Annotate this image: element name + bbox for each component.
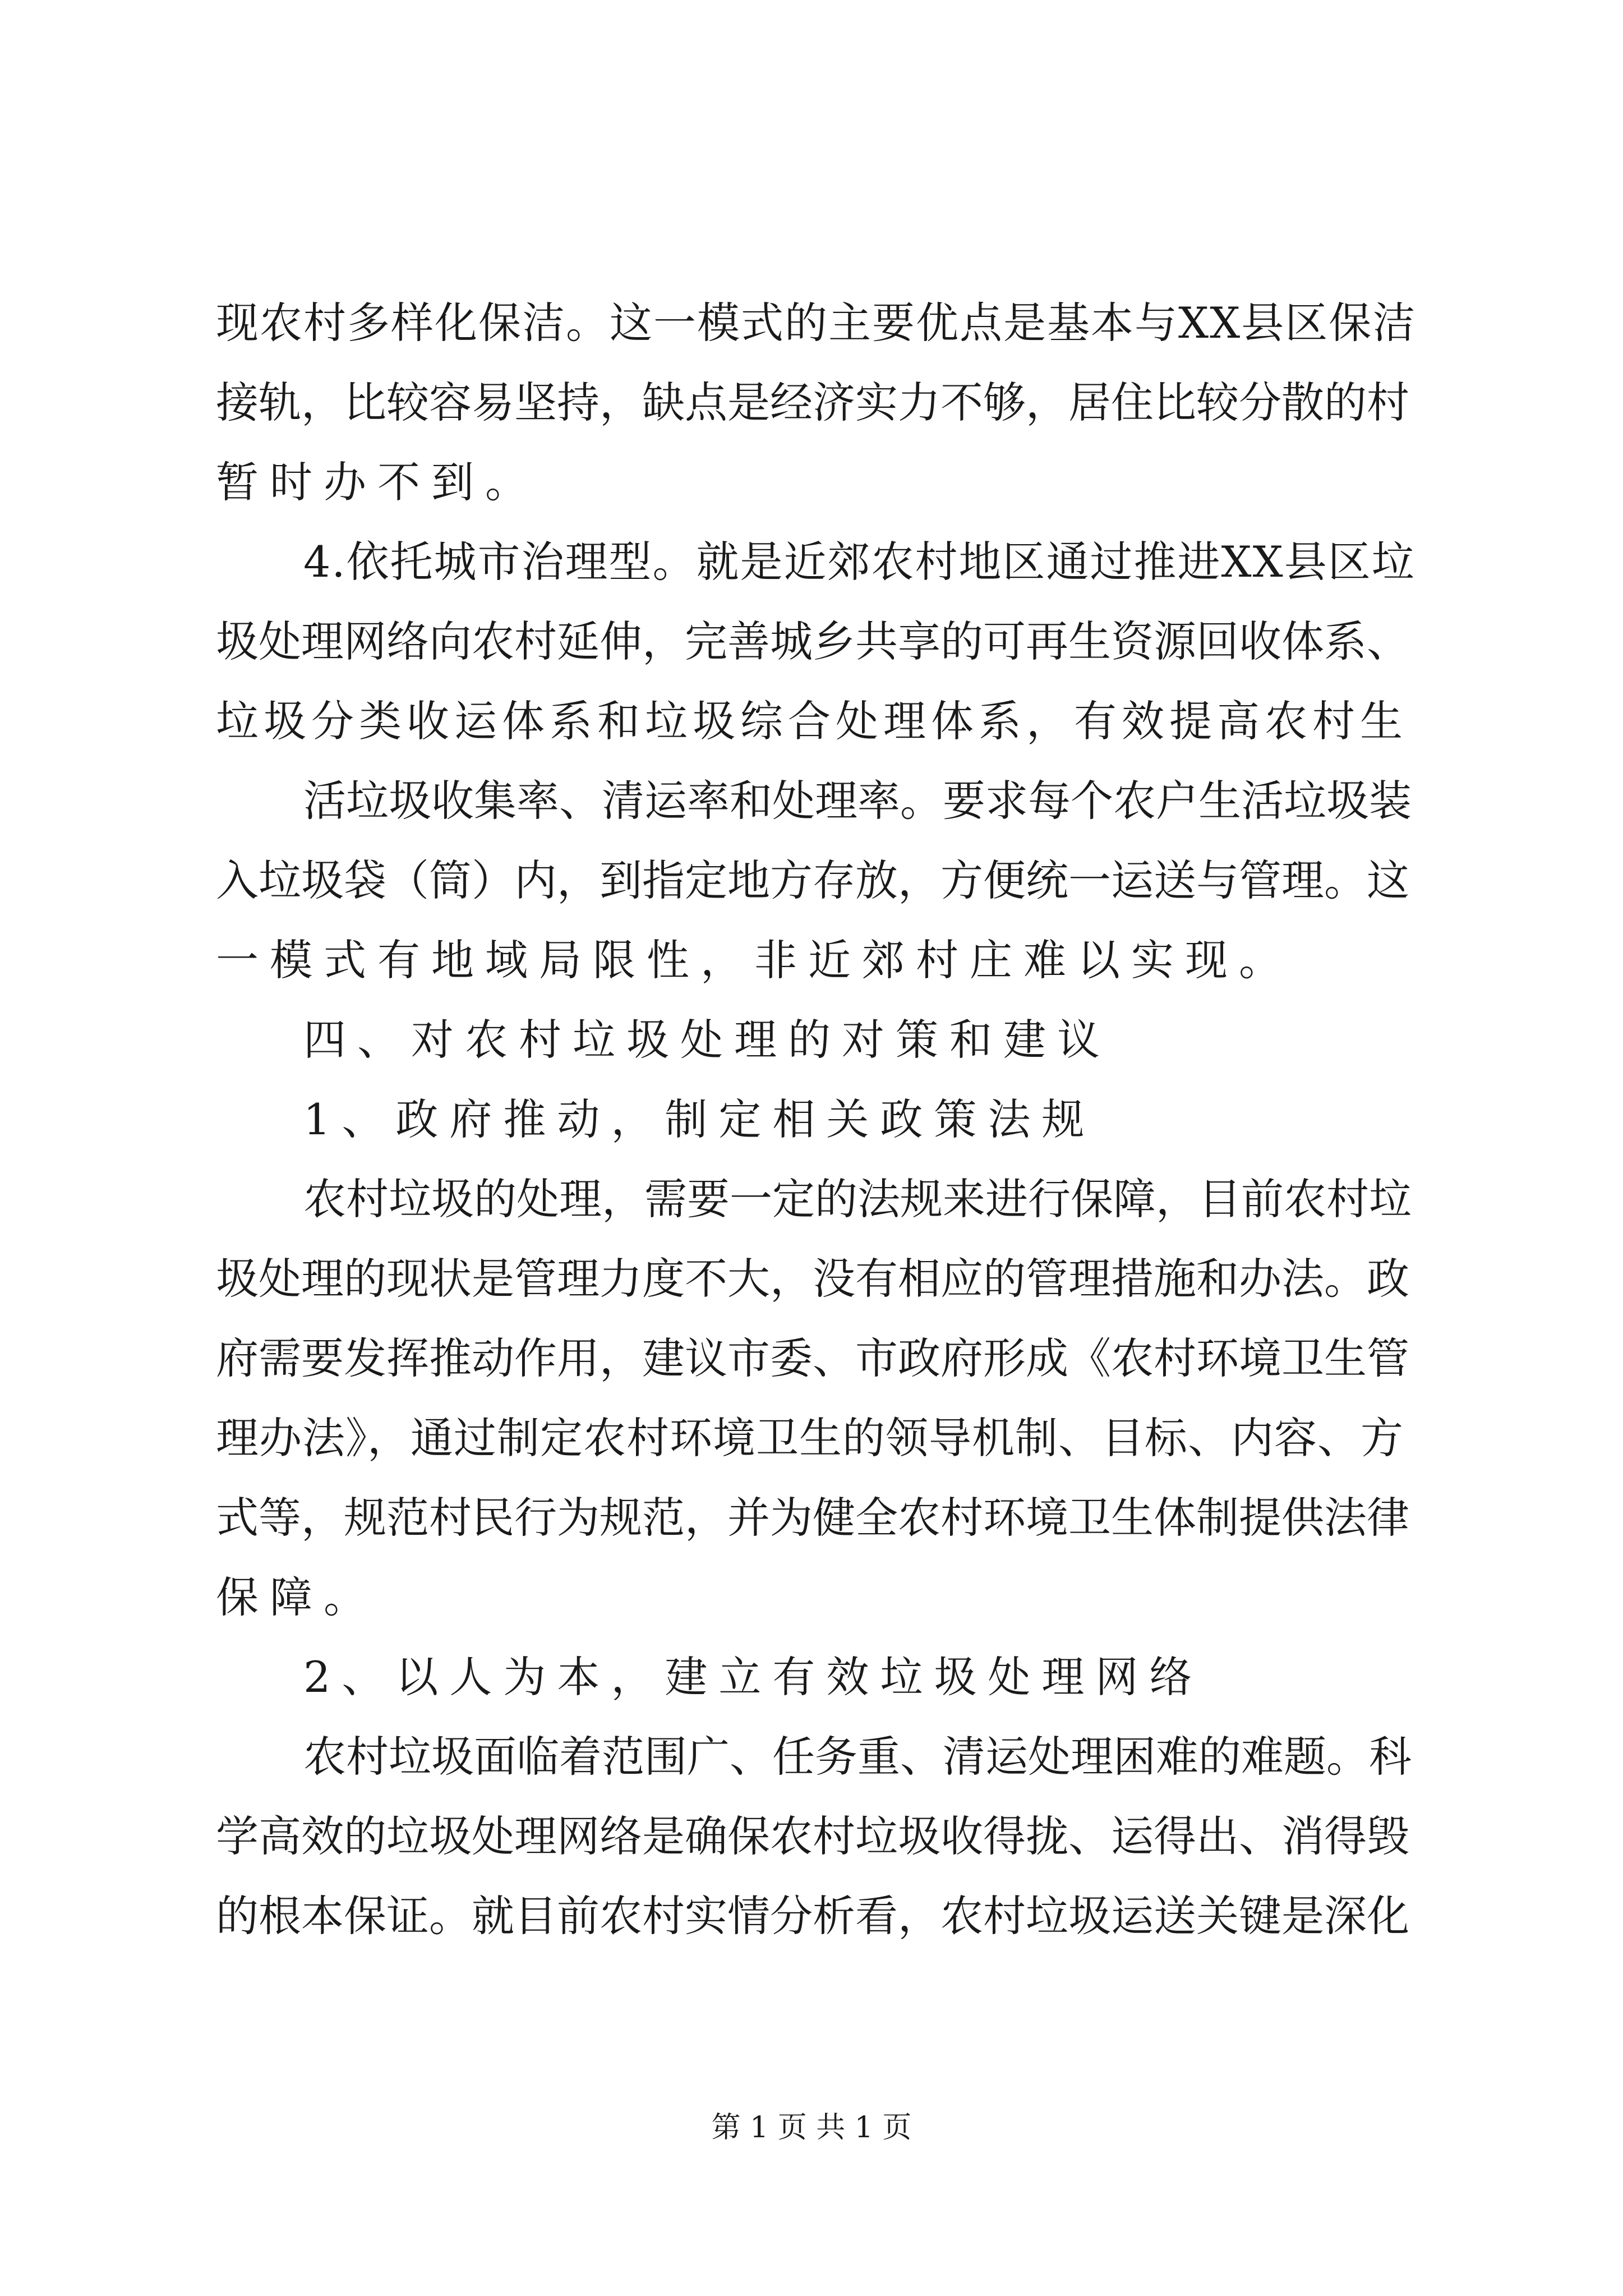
text-line: 农村垃圾面临着范围广、任务重、清运处理困难的难题。科 (303, 1732, 1412, 1782)
document-body (216, 283, 1416, 1956)
page-footer: 第 1 页 共 1 页 (711, 2111, 912, 2145)
text-line: 现农村多样化保洁。这一模式的主要优点是基本与XX县区保洁 (216, 298, 1417, 348)
text-line: 4.依托城市治理型。就是近郊农村地区通过推进XX县区垃 (303, 537, 1415, 587)
text-line: 保障。 (216, 1572, 377, 1622)
text-line: 暂时办不到。 (216, 457, 539, 507)
subsection-heading: 1、政府推动，制定相关政策法规 (303, 1094, 1096, 1144)
text-line: 活垃圾收集率、清运率和处理率。要求每个农户生活垃圾装 (303, 776, 1412, 826)
text-line: 农村垃圾的处理，需要一定的法规来进行保障，目前农村垃 (303, 1174, 1412, 1224)
text-line: 式等，规范村民行为规范，并为健全农村环境卫生体制提供法律 (216, 1493, 1409, 1543)
text-line: 接轨，比较容易坚持，缺点是经济实力不够，居住比较分散的村 (216, 378, 1409, 427)
text-line: 学高效的垃圾处理网络是确保农村垃圾收得拢、运得出、消得毁 (216, 1811, 1409, 1861)
subsection-heading: 2、以人为本，建立有效垃圾处理网络 (303, 1652, 1204, 1702)
text-line: 垃圾分类收运体系和垃圾综合处理体系，有效提高农村生 (216, 696, 1408, 746)
text-line: 入垃圾袋（筒）内，到指定地方存放，方便统一运送与管理。这 (216, 855, 1409, 905)
text-line: 的根本保证。就目前农村实情分析看，农村垃圾运送关键是深化 (216, 1891, 1409, 1941)
text-line: 圾处理网络向农村延伸，完善城乡共享的可再生资源回收体系、 (216, 616, 1409, 666)
text-line: 理办法》，通过制定农村环境卫生的领导机制、目标、内容、方 (216, 1413, 1404, 1463)
text-line: 一模式有地域局限性，非近郊村庄难以实现。 (216, 935, 1293, 985)
text-line: 圾处理的现状是管理力度不大，没有相应的管理措施和办法。政 (216, 1254, 1409, 1304)
section-heading: 四、对农村垃圾处理的对策和建议 (303, 1015, 1111, 1065)
text-line: 府需要发挥推动作用，建议市委、市政府形成《农村环境卫生管 (216, 1333, 1409, 1383)
